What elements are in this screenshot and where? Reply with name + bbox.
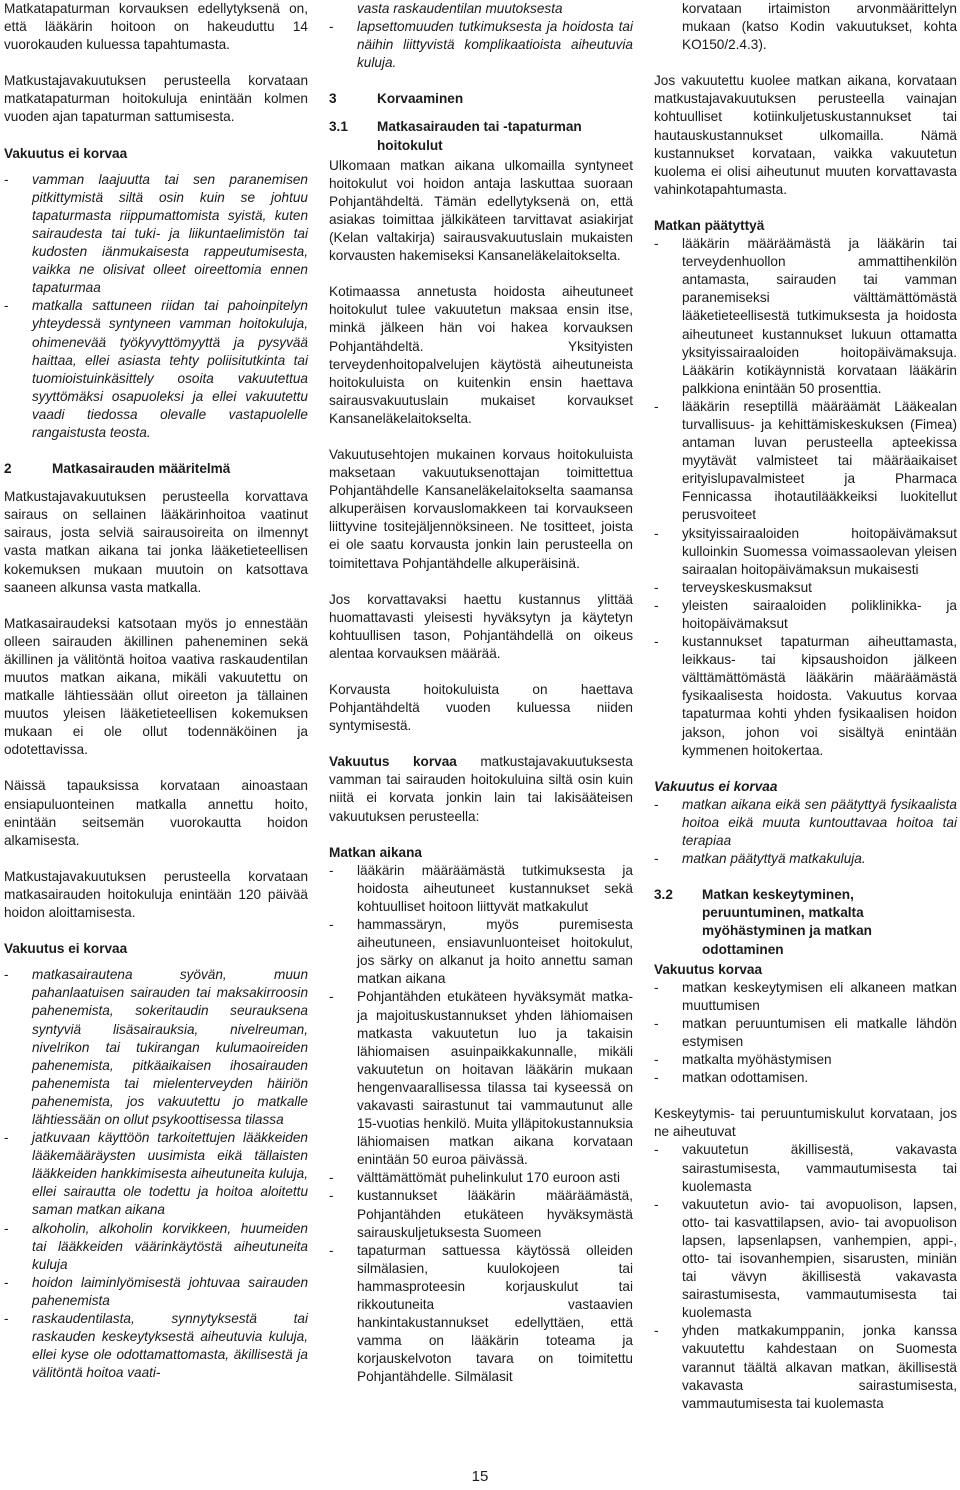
intro-paragraph-1: Matkatapaturman korvauksen edellytyksenä on, että lääkärin hoitoon on hakeuduttu 14 vuorokauden kuluessa tapahtumasta. [4,1,308,53]
section-heading-3: 3 Korvaaminen [329,91,464,107]
after-trip-heading: Matkan päätyttyä [654,217,765,233]
body-paragraph: Ulkomaan matkan aikana ulkomailla syntyneet hoitokulut voi hoidon antaja laskuttaa suoraan Pohjantähdeltä. Tämän edellytyksenä on, että asiakas toimittaa jälkikäteen tarvittavat asiakirjat (Kelan valtakirja) sairausvakuutuslain mukaisten korvausten hakemiseksi Kansaneläkelaitokselta. [329,157,633,264]
body-paragraph: Jos vakuutettu kuolee matkan aikana, korvataan matkustajavakuutuksen perusteella vainajan kohtuulliset kotiinkuljetuskustannukset tai hautauskustannukset ulkomailla. Nämä kustannukset korvataan, vaikka vakuutetun kuolema ei olisi aiheutunut muuten korvattavasta vahinkotapahtumasta. [654,73,957,197]
trip-heading: Matkan aikana [329,844,422,860]
body-paragraph: Matkasairaudeksi katsotaan myös jo ennestään olleen sairauden äkillinen paheneminen sekä äkillinen ja välitöntä hoitoa vaativa raskaudentilan muutos matkan aikana, mikäli vakuutettu on matkalle lähtiessään ollut oireeton ja tällainen muutos yleisen lääketieteellisen kokemuksen mukaan ei ole ollut todennäköinen ja odotettavissa. [4,615,308,758]
list-item: - yleisten sairaaloiden poliklinikka- ja hoitopäivämaksut [654,597,957,631]
exclusion-list [4,171,308,442]
list-item: vasta raskaudentilan muutoksesta [357,1,563,16]
exclusion-heading-2: Vakuutus ei korvaa [4,941,128,957]
korvaa-heading: Vakuutus korvaa [654,961,763,977]
exclusion-heading: Vakuutus ei korvaa [4,145,128,161]
list-item: - yhden matkakumppanin, jonka kanssa vakuutettu kahdestaan on Suomesta varannut täältä alkavan matkan, äkillisestä vakavasta sairastumisesta, vammautumisesta tai kuolemasta [654,1323,957,1411]
list-item: - kustannukset lääkärin määräämästä, Pohjantähden etukäteen hyväksymästä sairauskuljetuksesta Suomeen [329,1188,633,1240]
list-item: - lääkärin määräämästä ja lääkärin tai terveydenhuollon ammattihenkilön antamasta, sairauden tai vamman paranemiseksi välttämättömästä lääketieteellisestä tutkimuksesta ja hoidosta aiheutuneet kustannukset lukuun ottamatta yksityissairaaloiden hoitopäivämaksuja. Lääkärin kotikäynnistä korvataan lääkärin palkkiona enintään 50 prosenttia. [654,236,957,396]
list-item: - alkoholin, alkoholin korvikkeen, huumeiden tai lääkkeiden väärinkäytöstä aiheutuneita kuluja [4,1220,308,1272]
exclusion-list-3 [654,796,957,868]
list-item: - Pohjantähden etukäteen hyväksymät matka- ja majoituskustannukset yhden lähiomaisen matkasta vakuutetun luo ja takaisin lähiomaisen asuinpaikkakunnalle, mikäli vakuutetun on hoitavan lääkärin mukaan hengenvaarallisessa tilassa tai kyseessä on vakavasti sairastunut tai vammautunut alle 15-vuotias henkilö. Muita ylläpitokustannuksia lähiomaisen matkan aikana korvataan enintään 50 euroa päivässä. [329,989,633,1168]
list-item: - matkan aikana eikä sen päätyttyä fysikaalista hoitoa eikä muuta kuntouttavaa hoitoa tai terapiaa [654,796,957,849]
list-item: - vamman laajuutta tai sen paranemisen pitkittymistä siltä osin kuin se johtuu tapaturmasta riippumattomista syistä, kuten sairaudesta tai tuki- ja liikuntaelimistön tai kudosten iänmukaisesta rappeutumisesta, vaikka ne olisivat olleet oireettomia ennen tapaturmaa [4,171,308,296]
list-item: - lapsettomuuden tutkimuksesta ja hoidosta tai näihin liittyvistä komplikaatioista aiheutuvia kuluja. [329,19,633,71]
left-column [4,0,308,1382]
body-paragraph: Matkustajavakuutuksen perusteella korvataan matkasairauden hoitokuluja enintään 120 päivää hoidon aloittamisesta. [4,868,308,921]
reasons-list [654,1141,957,1412]
continued-text-block [654,0,957,54]
list-item: - matkan odottamisen. [654,1070,809,1086]
list-item: - tapaturman sattuessa käytössä olleiden silmälasien, kuulokojeen tai hammasproteesin korjauskulut tai rikkoutuneita vastaavien hankintakustannukset edellyttäen, että vamma on lääkärin toteama ja korjauskelvoton tavara on toimitettu Pohjantähdelle. Silmälasit [329,1242,633,1385]
list-item: - vakuutetun avio- tai avopuolison, lapsen, otto- tai kasvattilapsen, avio- tai avopuolison lapsen, lapsenlapsen, vanhempien, appi-, otto- tai isovanhempien, sisarusten, miniän tai vävyn äkillisestä vakavasta sairastumisesta, vammautumisesta tai kuolemasta [654,1196,957,1321]
page-number: 15 [471,1468,489,1485]
list-item: - hoidon laiminlyömisestä johtuvaa sairauden pahenemista [4,1274,308,1308]
list-item: - terveyskeskusmaksut [654,579,812,595]
list-item: - raskaudentilasta, synnytyksestä tai raskauden keskeytyksestä aiheutuvia kuluja, ellei kyse ole odottamattomasta, äkillisestä ja välitöntä hoitoa vaati- [4,1311,308,1381]
list-item: - välttämättömät puhelinkulut 170 euroon asti [329,1170,620,1186]
korvaa-lead: Vakuutus korvaa [329,754,457,770]
trip-list [329,862,633,1387]
continued-exclusion-list [329,0,633,72]
list-item: - matkalla sattuneen riidan tai pahoinpitelyn yhteydessä syntyneen vamman hoitokuluja, ohimenevää työkyvyttömyyttä ja pysyvää haittaa, ellei asiasta tehty poliisitutkinta tai tuomioistuinkäsittely osoita vakuutettua syyttömäksi osapuoleksi ja ellei vakuutettu vaadi tiedossa olevalle vastapuolelle rangaistusta teosta. [4,298,308,440]
exclusion-list-2 [4,966,308,1382]
body-paragraph: Matkustajavakuutuksen perusteella korvattava sairaus on sellainen lääkärinhoitoa vaatinut sairaus, josta selviä sairausoireita on ilmennyt vasta matkan aikana tai jonka lääketieteellisen kokemuksen mukaan muutoin on katsottava saaneen alkunsa vasta matkalla. [4,489,308,595]
body-paragraph: Kotimaassa annetusta hoidosta aiheutuneet hoitokulut tulee vakuutetun maksaa ensin itse, minkä jälkeen hän voi hakea korvauksen Pohjantähdeltä. Yksityisten terveydenhoitopalvelujen käytöstä aiheutuneista hoitokuluista on kuitenkin ensin haettava sairausvakuutuslain mukaiset korvaukset Kansaneläkelaitokselta. [329,284,633,426]
list-item: - yksityissairaaloiden hoitopäivämaksut kulloinkin Suomessa voimassaolevan yleisen sairaalan hoitopäivämaksun mukaisesti [654,525,957,577]
body-paragraph: Jos korvattavaksi haettu kustannus ylittää huomattavasti yleisesti hyväksytyn ja käytetyn kohtuullisen tason, Pohjantähdellä on oikeus alentaa korvauksen määrää. [329,591,633,661]
list-item: - hammassäryn, myös puremisesta aiheutuneen, ensiavunluonteiset hoitokulut, jos särky on alkanut ja hoito annettu saman matkan aikana [329,917,633,987]
list-item: - matkalta myöhästymisen [654,1052,832,1068]
intro-paragraph-2: Matkustajavakuutuksen perusteella korvataan matkatapaturman hoitokuluja enintään kolmen vuoden ajan tapaturman sattumisesta. [4,73,308,125]
reasons-intro: Keskeytymis- tai peruuntumiskulut korvataan, jos ne aiheutuvat [654,1106,957,1140]
section-heading-3-2: 3.2 Matkan keskeytyminen, peruuntuminen, matkalta myöhästyminen ja matkan odottaminen [654,887,872,957]
section-heading-2: 2 Matkasairauden määritelmä [4,461,231,477]
list-item: - matkasairautena syövän, muun pahanlaatuisen sairauden tai maksakirroosin pahenemista, sokeritaudin seurauksena syntyviä lisäsairauksia, nivelreuman, nivelrikon tai tukirangan kulumaoireiden pahenemista, pitkäaikaisen ihosairauden pahenemista tai mielenterveyden häiriön pahenemista, jos vakuutettu jo matkalle lähtiessään on ollut psykoottisessa tilassa [4,967,308,1127]
list-item: - vakuutetun äkillisestä, vakavasta sairastumisesta, vammautumisesta tai kuolemasta [654,1142,957,1194]
korvaa-paragraph: Vakuutus korvaa matkustajavakuutuksesta vamman tai sairauden hoitokuluina siltä osin kuin niitä ei korvata jonkin lain tai lakisääteisen vakuutuksen perusteella: [329,754,633,824]
list-item: - matkan keskeytymisen eli alkaneen matkan muuttumisen [654,979,957,1013]
middle-column [329,0,633,1386]
list-item: - lääkärin reseptillä määräämät Lääkealan turvallisuus- ja kehittämiskeskuksen (Fimea) antaman luvan perusteella apteekissa myytävät valmisteet tai määräaikaiset erityislupavalmisteet ja Pharmaca Fennicassa ihotautilääkkeiksi luokitellut perusvoiteet [654,398,957,523]
list-item: - kustannukset tapaturman aiheuttamasta, leikkaus- tai kipsaushoidon jälkeen välttämättömästä lääkärin määräämästä fysikaalisesta hoidosta. Vakuutus korvaa tapaturmaa kohti yhden fysikaalisen hoidon jakson, johon voi sisältyä enintään kymmenen hoitokertaa. [654,634,957,758]
body-paragraph: Vakuutusehtojen mukainen korvaus hoitokuluista maksetaan vakuutuksenottajan toimittettua Pohjantähdelle Kansaneläkelaitokselta saamansa alkuperäisen korvauslomakkeen tai korvaukseen liittyvine tositejäljennöksineen. Ne tositteet, joista ei ole saatu korvausta jonkin lain perusteella on toimitettava Pohjantähdelle alkuperäisinä. [329,446,633,571]
after-trip-list [654,235,957,760]
list-item: - jatkuvaan käyttöön tarkoitettujen lääkkeiden lääkemääräysten uusimista eikä tällaisten lääkkeiden hankkimisesta aiheutuneita kuluja, ellei sairautta ole todettu ja hoitoa aloitettu saman matkan aikana [4,1130,308,1218]
right-column [654,0,957,1413]
korvaa-list [654,979,957,1088]
body-paragraph: Näissä tapauksissa korvataan ainoastaan ensiapuluonteinen matkalla annettu hoito, enintään seitsemän vuorokautta hoidon alkamisesta. [4,778,308,848]
list-item: - matkan päätyttyä matkakuluja. [654,851,866,867]
list-item: - matkan peruuntumisen eli matkalle lähdön estymisen [654,1015,957,1049]
list-item: korvataan irtaimiston arvonmäärittelyn mukaan (katso Kodin vakuutukset, kohta KO150/2.4.3). [682,1,957,53]
list-item: - lääkärin määräämästä tutkimuksesta ja hoidosta aiheutuneet kustannukset sekä kohtuulliset hoitoon liittyvät matkakulut [329,862,633,914]
section-heading-3-1: 3.1 Matkasairauden tai -tapaturman hoitokulut [329,119,582,153]
exclusion-heading-3: Vakuutus ei korvaa [654,778,778,794]
body-paragraph: Korvausta hoitokuluista on haettava Pohjantähdeltä vuoden kuluessa niiden syntymisestä. [329,682,633,734]
